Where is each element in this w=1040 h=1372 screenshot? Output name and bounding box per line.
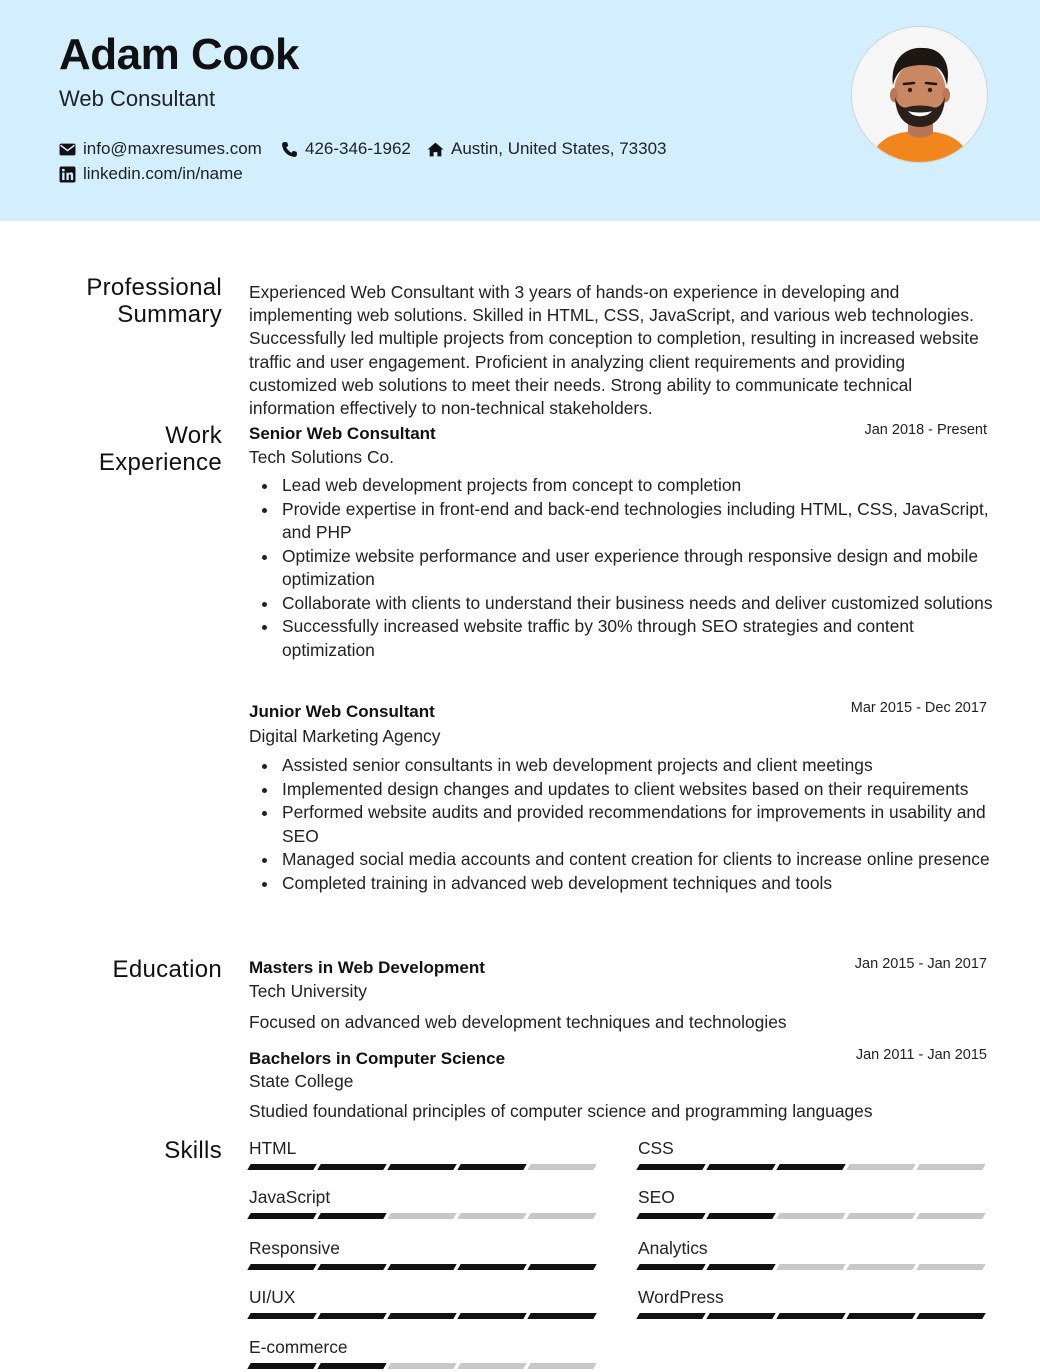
linkedin-icon xyxy=(59,166,76,183)
skill-segment-empty xyxy=(527,1213,596,1219)
skill-item xyxy=(249,1337,598,1369)
skill-name: CSS xyxy=(638,1138,674,1158)
skill-level-bar xyxy=(249,1313,598,1319)
degree-description: Focused on advanced web development techniques and technologies xyxy=(249,1012,787,1032)
skill-segment-filled xyxy=(247,1264,316,1270)
skill-level-bar xyxy=(249,1264,598,1270)
job-dates: Mar 2015 - Dec 2017 xyxy=(850,700,987,716)
skill-item xyxy=(638,1238,987,1270)
skill-segment-filled xyxy=(457,1264,526,1270)
skill-segment-filled xyxy=(317,1264,386,1270)
skill-item xyxy=(638,1187,987,1219)
skill-segment-filled xyxy=(457,1313,526,1319)
skill-name: E-commerce xyxy=(249,1337,348,1357)
skill-segment-empty xyxy=(916,1264,985,1270)
skill-segment-empty xyxy=(846,1264,915,1270)
skill-segment-filled xyxy=(317,1363,386,1369)
job-bullet: Completed training in advanced web development techniques and tools xyxy=(282,872,994,896)
skill-name: SEO xyxy=(638,1187,675,1207)
skill-segment-filled xyxy=(776,1164,845,1170)
contact-location xyxy=(427,139,666,159)
skill-level-bar xyxy=(638,1264,987,1270)
job-bullet-list xyxy=(282,754,994,895)
job-bullet: Lead web development projects from concept to completion xyxy=(282,474,994,498)
contact-email[interactable] xyxy=(59,139,262,159)
skill-segment-filled xyxy=(317,1313,386,1319)
profile-photo xyxy=(851,26,988,163)
skill-item xyxy=(638,1138,987,1170)
resume-header xyxy=(0,0,1040,221)
school-name: State College xyxy=(249,1071,354,1091)
skill-segment-filled xyxy=(706,1164,775,1170)
summary-text: Experienced Web Consultant with 3 years of hands-on experience in developing and implementing web solutions. Skilled in HTML, CSS, JavaScript, and various web technologies. Successfully led multiple projects from conception to completion, resulting in increased website traffic and user engagement. Proficient in analyzing client requirements and providing customized web solutions to meet their needs. Strong ability to communicate technical information effectively to non-technical stakeholders. xyxy=(249,282,979,419)
section-heading-education: Education xyxy=(112,956,222,983)
location-text: Austin, United States, 73303 xyxy=(451,139,667,158)
candidate-title: Web Consultant xyxy=(59,86,216,111)
job-title: Junior Web Consultant xyxy=(249,702,435,721)
job-bullet: Successfully increased website traffic by 30% through SEO strategies and content optimization xyxy=(282,615,994,662)
skill-segment-filled xyxy=(387,1264,456,1270)
skill-segment-filled xyxy=(706,1264,775,1270)
portrait-illustration xyxy=(852,27,988,163)
skill-level-bar xyxy=(638,1213,987,1219)
skill-segment-filled xyxy=(636,1164,705,1170)
skill-item xyxy=(249,1187,598,1219)
section-heading-summary: Professional Summary xyxy=(86,274,222,328)
candidate-name: Adam Cook xyxy=(59,30,299,79)
skill-segment-filled xyxy=(527,1264,596,1270)
skill-level-bar xyxy=(249,1164,598,1170)
section-heading-skills: Skills xyxy=(164,1137,222,1164)
job-bullet: Assisted senior consultants in web development projects and client meetings xyxy=(282,754,994,778)
email-text: info@maxresumes.com xyxy=(83,139,262,158)
degree-title: Masters in Web Development xyxy=(249,958,485,977)
home-icon xyxy=(427,141,444,158)
skill-segment-empty xyxy=(776,1264,845,1270)
skill-name: WordPress xyxy=(638,1287,724,1307)
skill-segment-empty xyxy=(387,1363,456,1369)
job-bullet: Provide expertise in front-end and back-end technologies including HTML, CSS, JavaScript, and PHP xyxy=(282,498,994,545)
job-company: Digital Marketing Agency xyxy=(249,726,441,746)
degree-title: Bachelors in Computer Science xyxy=(249,1049,506,1068)
skill-segment-filled xyxy=(706,1313,775,1319)
skill-segment-empty xyxy=(387,1213,456,1219)
job-title: Senior Web Consultant xyxy=(249,424,436,443)
skill-segment-filled xyxy=(636,1264,705,1270)
skill-segment-empty xyxy=(916,1164,985,1170)
skill-segment-filled xyxy=(247,1313,316,1319)
skill-segment-filled xyxy=(527,1313,596,1319)
skill-segment-filled xyxy=(636,1313,705,1319)
skill-level-bar xyxy=(638,1313,987,1319)
skill-name: JavaScript xyxy=(249,1187,331,1207)
skill-segment-filled xyxy=(247,1213,316,1219)
skill-name: UI/UX xyxy=(249,1287,296,1307)
skill-name: HTML xyxy=(249,1138,297,1158)
skill-segment-empty xyxy=(527,1363,596,1369)
skill-segment-empty xyxy=(457,1213,526,1219)
skill-level-bar xyxy=(638,1164,987,1170)
skill-level-bar xyxy=(249,1213,598,1219)
skill-segment-filled xyxy=(776,1313,845,1319)
degree-dates: Jan 2011 - Jan 2015 xyxy=(855,1047,987,1063)
skill-level-bar xyxy=(249,1363,598,1369)
skill-name: Responsive xyxy=(249,1238,340,1258)
job-bullet: Optimize website performance and user experience through responsive design and mobile optimization xyxy=(282,545,994,592)
envelope-icon xyxy=(59,141,76,158)
skill-segment-filled xyxy=(636,1213,705,1219)
skill-item xyxy=(249,1138,598,1170)
skill-item xyxy=(249,1238,598,1270)
section-heading-experience: Work Experience xyxy=(98,422,222,476)
job-bullet: Managed social media accounts and content creation for clients to increase online presence xyxy=(282,848,994,872)
phone-text: 426-346-1962 xyxy=(305,139,411,158)
contact-linkedin[interactable] xyxy=(59,164,243,184)
skill-segment-filled xyxy=(706,1213,775,1219)
degree-dates: Jan 2015 - Jan 2017 xyxy=(854,956,987,972)
skill-segment-empty xyxy=(846,1164,915,1170)
skill-segment-empty xyxy=(776,1213,845,1219)
job-bullet-list xyxy=(282,474,994,662)
skill-name: Analytics xyxy=(638,1238,708,1258)
skill-segment-filled xyxy=(247,1164,316,1170)
skill-segment-empty xyxy=(457,1363,526,1369)
skill-segment-filled xyxy=(317,1213,386,1219)
job-company: Tech Solutions Co. xyxy=(249,447,395,467)
skill-segment-empty xyxy=(527,1164,596,1170)
skill-segment-filled xyxy=(387,1164,456,1170)
skill-segment-filled xyxy=(317,1164,386,1170)
skill-segment-filled xyxy=(916,1313,985,1319)
linkedin-text: linkedin.com/in/name xyxy=(83,164,243,183)
skill-segment-filled xyxy=(387,1313,456,1319)
skill-segment-empty xyxy=(846,1213,915,1219)
job-bullet: Implemented design changes and updates to client websites based on their requirements xyxy=(282,778,994,802)
skill-segment-empty xyxy=(916,1213,985,1219)
skill-item xyxy=(249,1287,598,1319)
skill-segment-filled xyxy=(457,1164,526,1170)
job-bullet: Collaborate with clients to understand their business needs and deliver customized solutions xyxy=(282,592,994,616)
skill-segment-filled xyxy=(846,1313,915,1319)
degree-description: Studied foundational principles of computer science and programming languages xyxy=(249,1101,873,1121)
job-dates: Jan 2018 - Present xyxy=(864,422,987,438)
skill-segment-filled xyxy=(247,1363,316,1369)
phone-icon xyxy=(281,141,298,158)
job-bullet: Performed website audits and provided recommendations for improvements in usability and SEO xyxy=(282,801,994,848)
school-name: Tech University xyxy=(249,981,367,1001)
skill-item xyxy=(638,1287,987,1319)
contact-phone[interactable] xyxy=(281,139,411,159)
